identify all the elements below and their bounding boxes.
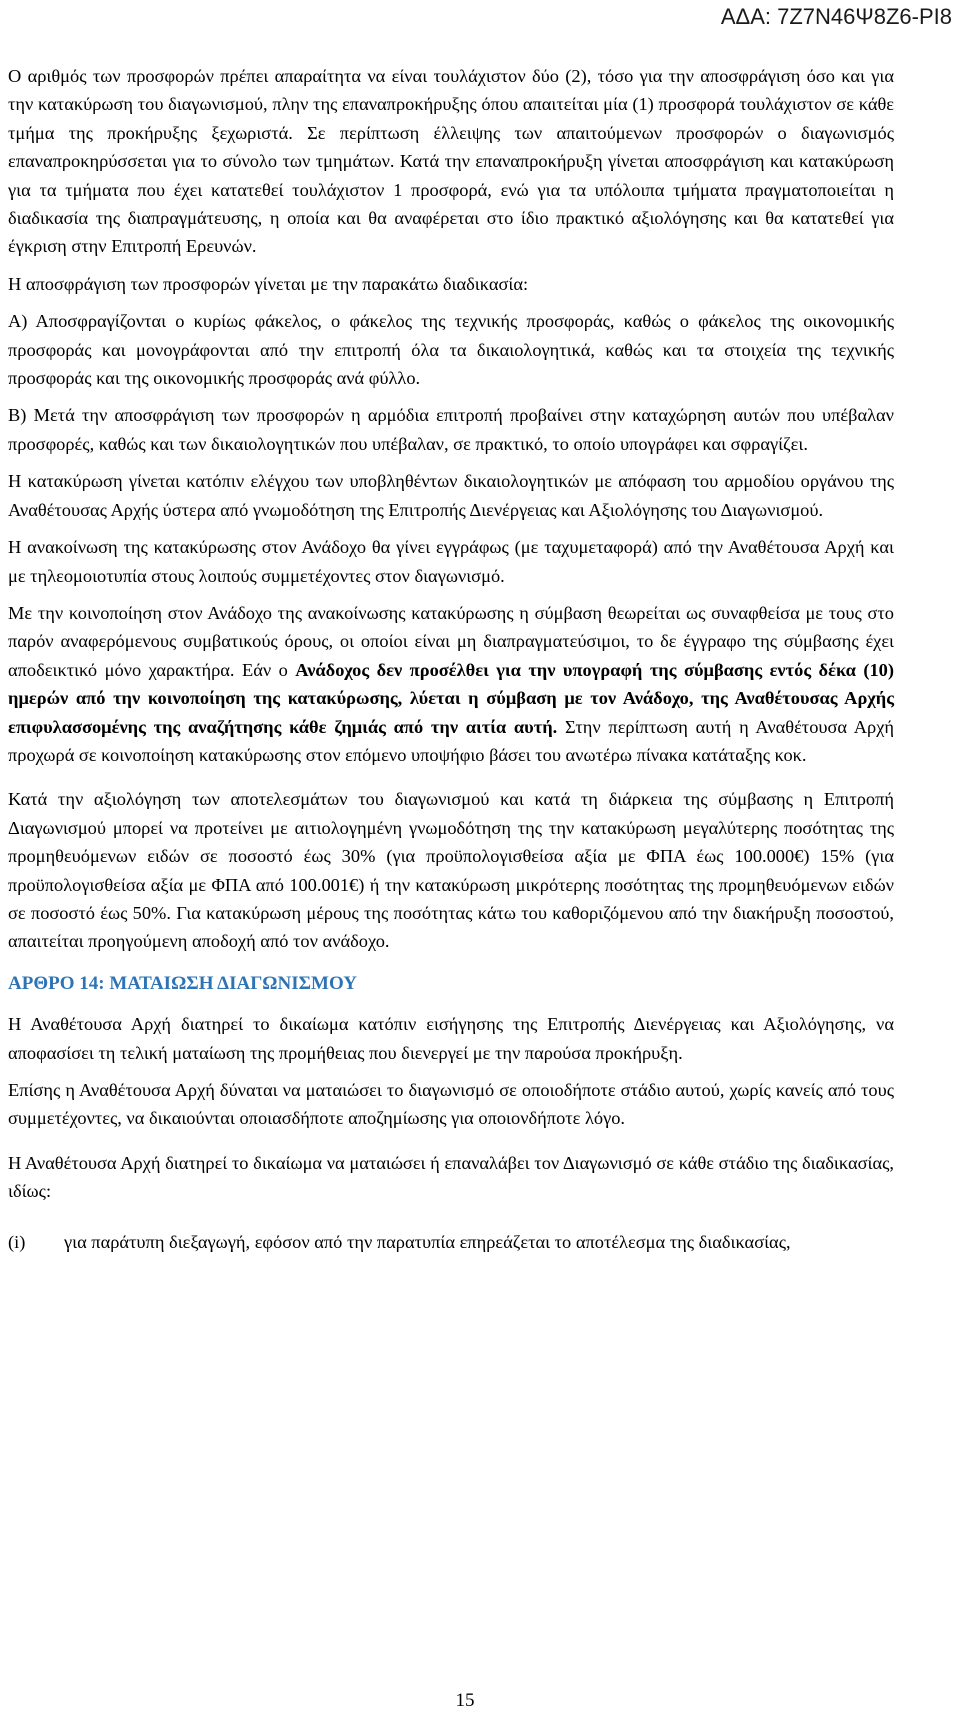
- paragraph-unsealing-intro: Η αποσφράγιση των προσφορών γίνεται με την παρακάτω διαδικασία:: [8, 273, 529, 294]
- paragraph-award-notice: Η ανακοίνωση της κατακύρωσης στον Ανάδοχο θα γίνει εγγράφως (με ταχυμεταφορά) από την Αναθέτουσα Αρχή και με τηλεομοιοτυπία στους λοιπούς συμμετέχοντες στον διαγωνισμό.: [8, 537, 894, 586]
- list-item: [8, 1228, 894, 1256]
- contract-text-start: Με την κοινοποίηση στον Ανάδοχο της ανακοίνωσης κατακύρωσης η σύμβαση θεωρείται ως συναφθείσα με τους στο παρόν αναφερόμενους συμβατικούς όρους, οι οποίοι είναι μη διαπραγματεύσιμοι, το δε έγγραφο της σύμβασης έχει αποδεικτικό μόνο χαρακτήρα. Εάν ο: [8, 602, 894, 680]
- article-heading: ΑΡΘΡΟ 14: ΜΑΤΑΙΩΣΗ ΔΙΑΓΩΝΙΣΜΟΥ: [8, 972, 357, 994]
- document-body: [8, 62, 894, 1256]
- paragraph-repeat-right: Η Αναθέτουσα Αρχή διατηρεί το δικαίωμα να ματαιώσει ή επαναλάβει τον Διαγωνισμό σε κάθε στάδιο της διαδικασίας, ιδίως:: [8, 1152, 894, 1202]
- list-item-number: (i): [8, 1231, 26, 1252]
- paragraph-cancellation-any-stage: Επίσης η Αναθέτουσα Αρχή δύναται να ματαιώσει το διαγωνισμό σε οποιοδήποτε στάδιο αυτού, χωρίς κανείς από τους συμμετέχοντες, να δικαιούνται οποιασδήποτε αποζημίωσης για οποιονδήποτε λόγο.: [8, 1080, 894, 1129]
- paragraph-step-b: Β) Μετά την αποσφράγιση των προσφορών η αρμόδια επιτροπή προβαίνει στην καταχώρηση αυτών που υπέβαλαν προσφορές, καθώς και των δικαιολογητικών που υπέβαλαν, σε πρακτικό, το οποίο υπογράφει και σφραγίζει.: [8, 405, 894, 454]
- contract-text-end: Στην περίπτωση αυτή η Αναθέτουσα Αρχή προχωρά σε κοινοποίηση κατακύρωσης στον επόμενο υποψήφιο βάσει του ανωτέρω πίνακα κατάταξης κοκ.: [8, 716, 894, 765]
- paragraph-quantity-adjustment: Κατά την αξιολόγηση των αποτελεσμάτων του διαγωνισμού και κατά τη διάρκεια της σύμβασης η Επιτροπή Διαγωνισμού μπορεί να προτείνει με αιτιολογημένη γνωμοδότηση της την κατακύρωση μεγαλύτερης ποσότητας της προμηθευόμενων ειδών σε ποσοστό έως 30% (για προϋπολογισθείσα αξία με ΦΠΑ έως 100.000€) 15% (για προϋπολογισθείσα αξία με ΦΠΑ από 100.001€) ή την κατακύρωση μικρότερης ποσότητας της προμηθευόμενων ειδών σε ποσοστό έως 50%. Για κατακύρωση μέρους της ποσότητας κάτω του καθοριζόμενου από την διακήρυξη ποσοστού, απαιτείται προηγούμενη αποδοχή από τον ανάδοχο.: [8, 789, 894, 952]
- ada-code: ΑΔΑ: 7Ζ7Ν46Ψ8Ζ6-ΡΙ8: [720, 4, 952, 29]
- paragraph-offers-count: Ο αριθμός των προσφορών πρέπει απαραίτητα να είναι τουλάχιστον δύο (2), τόσο για την αποσφράγιση όσο και για την κατακύρωση του διαγωνισμού, πλην της επαναπροκήρυξης όπου απαιτείται μία (1) προσφορά τουλάχιστον σε κάθε τμήμα της προκήρυξης ξεχωριστά. Σε περίπτωση έλλειψης των απαιτούμενων προσφορών ο διαγωνισμός επαναπροκηρύσσεται για το σύνολο των τμημάτων. Κατά την επαναπροκήρυξη γίνεται αποσφράγιση και κατακύρωση για τα τμήματα που έχει κατατεθεί τουλάχιστον 1 προσφορά, ενώ για τα υπόλοιπα τμήματα πραγματοποιείται η διαδικασία της διαπραγμάτευσης, η οποία και θα αναφέρεται στο ίδιο πρακτικό αξιολόγησης και θα κατατεθεί για έγκριση στην Επιτροπή Ερευνών.: [8, 66, 894, 257]
- page-number: 15: [455, 1690, 475, 1711]
- paragraph-step-a: Α) Αποσφραγίζονται ο κυρίως φάκελος, ο φάκελος της τεχνικής προσφοράς, καθώς ο φάκελος της οικονομικής προσφοράς και μονογράφονται από την επιτροπή όλα τα δικαιολογητικά, καθώς και τα στοιχεία της τεχνικής προσφοράς και της οικονομικής προσφοράς ανά φύλλο.: [8, 311, 894, 389]
- paragraph-award: Η κατακύρωση γίνεται κατόπιν ελέγχου των υποβληθέντων δικαιολογητικών με απόφαση του αρμοδίου οργάνου της Αναθέτουσας Αρχής ύστερα από γνωμοδότηση της Επιτροπής Διενέργειας και Αξιολόγησης του Διαγωνισμού.: [8, 471, 894, 520]
- list-item-text: για παράτυπη διεξαγωγή, εφόσον από την παρατυπία επηρεάζεται το αποτέλεσμα της διαδικασίας,: [64, 1231, 791, 1252]
- paragraph-cancellation-right: Η Αναθέτουσα Αρχή διατηρεί το δικαίωμα κατόπιν εισήγησης της Επιτροπής Διενέργειας και Αξιολόγησης, να αποφασίσει τη τελική ματαίωση της προμήθειας που διενεργεί με την παρούσα προκήρυξη.: [8, 1014, 894, 1063]
- contract-bold-clause: Ανάδοχος δεν προσέλθει για την υπογραφή της σύμβασης εντός δέκα (10) ημερών από την κοινοποίηση της κατακύρωσης, λύεται η σύμβαση με τον Ανάδοχο, της Αναθέτουσας Αρχής επιφυλασσομένης της αναζήτησης κάθε ζημιάς από την αιτία αυτή.: [8, 659, 894, 737]
- paragraph-contract: [8, 599, 894, 769]
